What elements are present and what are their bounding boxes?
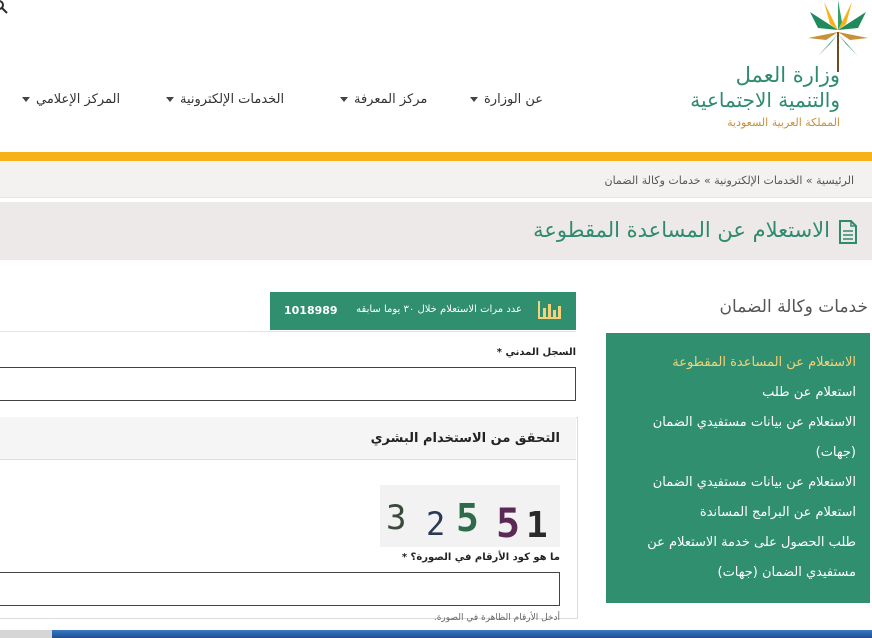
logo-line1: وزارة العمل [735, 63, 840, 87]
sidebar-item-beneficiaries-entities-cont[interactable]: (جهات) [815, 445, 856, 460]
sidebar-menu [606, 333, 870, 603]
captcha-digit: 5 [456, 496, 479, 540]
caret-down-icon [22, 97, 30, 102]
captcha-answer-input[interactable] [0, 572, 560, 606]
sidebar-item-beneficiaries[interactable]: الاستعلام عن بيانات مستفيدي الضمان [652, 475, 856, 490]
sidebar-heading: خدمات وكالة الضمان [719, 297, 868, 317]
captcha-image [380, 485, 560, 547]
caret-down-icon [470, 97, 478, 102]
civil-id-label: السجل المدني * [496, 347, 576, 358]
captcha-title: التحقق من الاستخدام البشري [370, 431, 560, 446]
document-icon [838, 220, 858, 244]
captcha-digit: 2 [426, 505, 446, 543]
os-taskbar [0, 630, 872, 638]
form-divider [0, 331, 576, 332]
bar-chart-icon [538, 301, 562, 319]
captcha-digit: 5 [496, 501, 521, 547]
caret-down-icon [166, 97, 174, 102]
nav-knowledge-center[interactable] [340, 88, 427, 110]
captcha-digit: 1 [526, 505, 548, 546]
logo-line2: والتنمية الاجتماعية [690, 88, 840, 112]
search-icon[interactable] [0, 0, 8, 14]
nav-label: المركز الإعلامي [36, 91, 121, 107]
stats-value: 1018989 [284, 304, 338, 317]
nav-e-services[interactable] [166, 88, 284, 110]
ministry-logo[interactable] [690, 0, 872, 140]
nav-label: مركز المعرفة [354, 91, 428, 107]
logo-line3: المملكة العربية السعودية [727, 116, 840, 129]
nav-label: عن الوزارة [484, 91, 544, 107]
captcha-digit: 3 [386, 498, 407, 538]
sidebar-item-request-inquiry[interactable]: استعلام عن طلب [762, 385, 856, 400]
sidebar-item-lump-sum[interactable]: الاستعلام عن المساعدة المقطوعة [672, 355, 856, 370]
taskbar-start-button[interactable] [0, 630, 52, 638]
page-title: الاستعلام عن المساعدة المقطوعة [533, 218, 830, 242]
sidebar-item-service-request[interactable]: طلب الحصول على خدمة الاستعلام عن [647, 535, 856, 550]
sidebar-item-support-programs[interactable]: استعلام عن البرامج المساندة [699, 505, 856, 520]
stats-label: عدد مرات الاستعلام خلال ٣٠ يوما سابقه [356, 304, 522, 315]
sidebar-item-beneficiaries-entities[interactable]: الاستعلام عن بيانات مستفيدي الضمان [652, 415, 856, 430]
inquiry-stats-banner [270, 292, 576, 330]
breadcrumb[interactable]: الرئيسية » الخدمات الإلكترونية » خدمات وكالة الضمان [604, 174, 854, 187]
nav-media-center[interactable] [22, 88, 120, 110]
nav-label: الخدمات الإلكترونية [180, 91, 285, 107]
palm-logo-icon [804, 0, 872, 72]
captcha-help-text: أدخل الأرقام الظاهرة في الصورة. [433, 613, 560, 623]
nav-about-ministry[interactable] [470, 88, 543, 110]
sidebar-item-service-request-cont[interactable]: مستفيدي الضمان (جهات) [717, 565, 856, 580]
caret-down-icon [340, 97, 348, 102]
captcha-question-label: ما هو كود الأرقام في الصورة؟ * [401, 552, 560, 563]
civil-id-input[interactable] [0, 367, 576, 401]
header-accent-bar [0, 152, 872, 161]
